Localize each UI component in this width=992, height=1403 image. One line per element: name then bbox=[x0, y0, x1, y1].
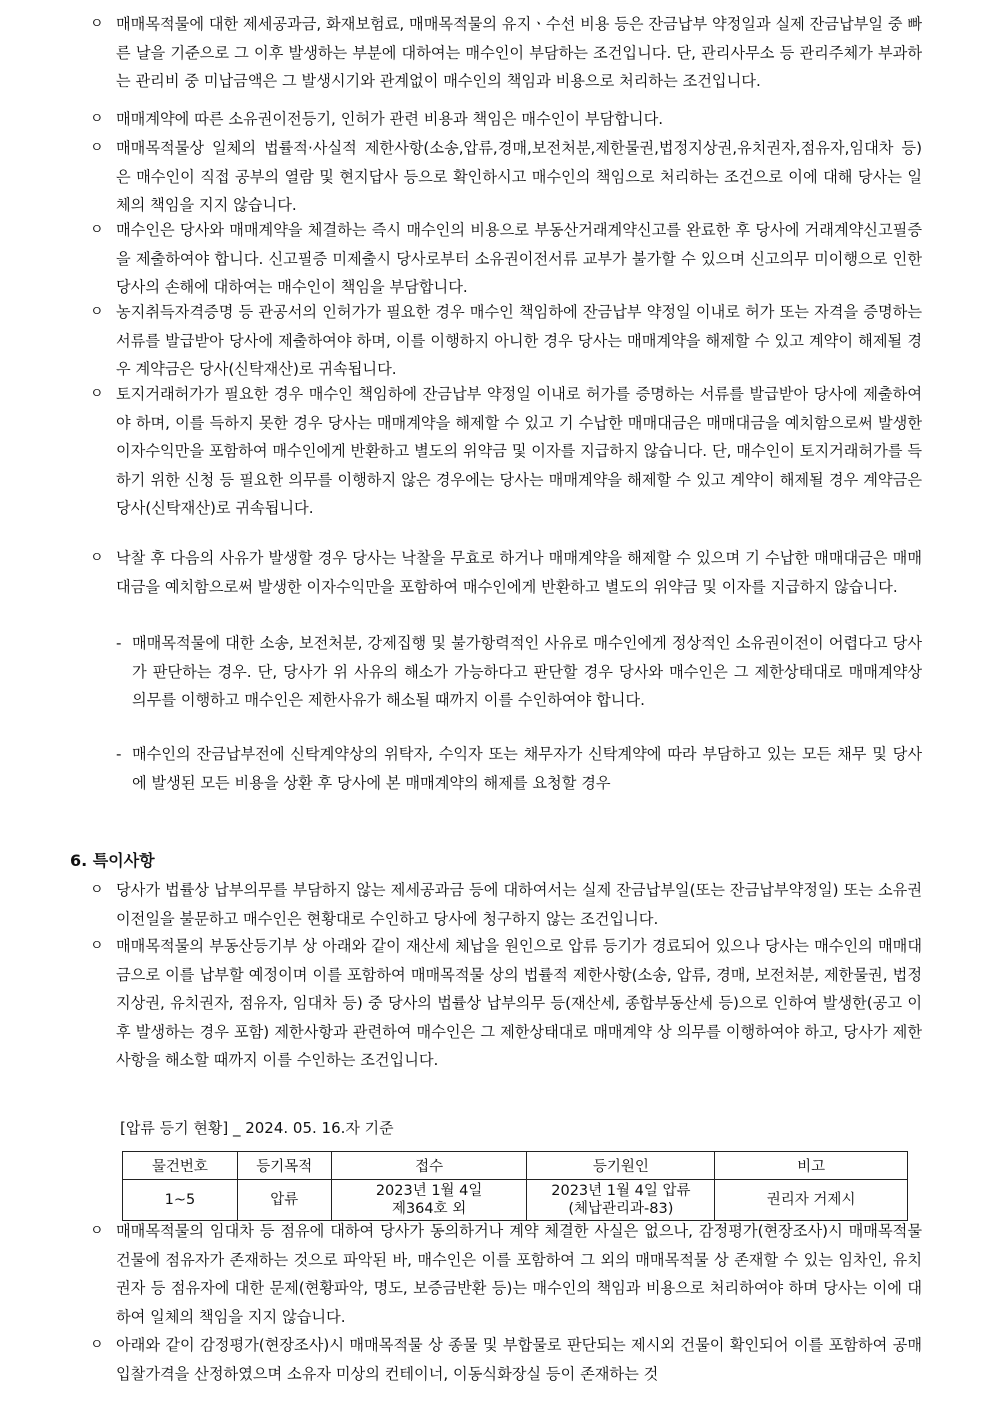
list-item-text: 토지거래허가가 필요한 경우 매수인 책임하에 잔금납부 약정일 이내로 허가를 증명하는 서류를 발급받아 당사에 제출하여야 하며, 이를 득하지 못한 경우 당사는 매매계약을 해제할 수 있고 기 수납한 매매대금은 매매대금을 예치함으로써 발생한 이자수익만을 포함하여 매수인에게 반환하고 별도의 위약금 및 이자를 지급하지 않습니다. 단, 매수인이 토지거래허가를 득하기 위한 신청 등 필요한 의무를 이행하지 않은 경우에는 당사는 매매계약을 해제할 수 있고 계약이 해제될 경우 계약금은 당사(신탁재산)로 귀속됩니다. bbox=[116, 385, 922, 518]
list-item-text: 낙찰 후 다음의 사유가 발생할 경우 당사는 낙찰을 무효로 하거나 매매계약을 해제할 수 있으며 기 수납한 매매대금은 매매대금을 예치함으로써 발생한 이자수익만을 포함하여 매수인에게 반환하고 별도의 위약금 및 이자를 지급하지 않습니다. bbox=[116, 549, 922, 596]
bullet-icon: ㅇ bbox=[90, 550, 104, 566]
cell-purpose: 압류 bbox=[237, 1180, 331, 1221]
list-item bbox=[92, 298, 922, 384]
table-header-row bbox=[123, 1152, 908, 1180]
list-item bbox=[92, 932, 922, 1075]
list-item-text: 매수인은 당사와 매매계약을 체결하는 즉시 매수인의 비용으로 부동산거래계약신고를 완료한 후 당사에 거래계약신고필증을 제출하여야 합니다. 신고필증 미제출시 당사로부터 소유권이전서류 교부가 불가할 수 있으며 신고의무 미이행으로 인한 당사의 손해에 대하여는 매수인이 책임을 부담합니다. bbox=[116, 221, 922, 297]
bullet-icon: ㅇ bbox=[90, 882, 104, 898]
bullet-icon: ㅇ bbox=[90, 1337, 104, 1353]
list-item-text: 아래와 같이 감정평가(현장조사)시 매매목적물 상 종물 및 부합물로 판단되는 제시외 건물이 확인되어 이를 포함하여 공매입찰가격을 산정하였으며 소유자 미상의 컨테이너, 이동식화장실 등이 존재하는 것 bbox=[116, 1336, 922, 1383]
section-heading: 6. 특이사항 bbox=[70, 851, 155, 870]
dash-icon: - bbox=[116, 745, 122, 763]
list-item-text: 매매목적물상 일체의 법률적·사실적 제한사항(소송,압류,경매,보전처분,제한물권,법정지상권,유치권자,점유자,임대차 등)은 매수인이 직접 공부의 열람 및 현지답사 등으로 확인하시고 매수인의 책임으로 처리하는 조건으로 이에 대해 당사는 일체의 책임을 지지 않습니다. bbox=[116, 139, 922, 215]
list-item-text: 매매계약에 따른 소유권이전등기, 인허가 관련 비용과 책임은 매수인이 부담합니다. bbox=[116, 110, 664, 128]
column-header: 등기목적 bbox=[237, 1152, 331, 1180]
column-header: 물건번호 bbox=[123, 1152, 238, 1180]
list-item-text: 매매목적물의 임대차 등 점유에 대하여 당사가 동의하거나 계약 체결한 사실은 없으나, 감정평가(현장조사)시 매매목적물 건물에 점유자가 존재하는 것으로 파악된 바, 매수인은 이를 포함하여 그 외의 매매목적물 상 존재할 수 있는 임차인, 유치권자 등 점유자에 대한 문제(현황파악, 명도, 보증금반환 등)는 매수인의 책임과 비용으로 처리하여야 하며 당사는 이에 대하여 일체의 책임을 지지 않습니다. bbox=[116, 1222, 922, 1326]
bullet-icon: ㅇ bbox=[90, 304, 104, 320]
list-item bbox=[92, 10, 922, 96]
bullet-icon: ㅇ bbox=[90, 111, 104, 127]
list-item-text: 당사가 법률상 납부의무를 부담하지 않는 제세공과금 등에 대하여서는 실제 잔금납부일(또는 잔금납부약정일) 또는 소유권이전일을 불문하고 매수인은 현황대로 수인하고 당사에 청구하지 않는 조건입니다. bbox=[116, 881, 922, 928]
list-item bbox=[92, 876, 922, 933]
list-item bbox=[92, 105, 922, 134]
list-item bbox=[92, 1331, 922, 1388]
list-item bbox=[92, 216, 922, 302]
column-header: 등기원인 bbox=[527, 1152, 715, 1180]
list-item bbox=[92, 1217, 922, 1331]
bullet-icon: ㅇ bbox=[90, 386, 104, 402]
cell-cause bbox=[527, 1180, 715, 1221]
bullet-icon: ㅇ bbox=[90, 140, 104, 156]
list-item-text: 농지취득자격증명 등 관공서의 인허가가 필요한 경우 매수인 책임하에 잔금납부 약정일 이내로 허가 또는 자격을 증명하는 서류를 발급받아 당사에 제출하여야 하며, 이를 이행하지 아니한 경우 당사는 매매계약을 해제할 수 있고 계약이 해제될 경우 계약금은 당사(신탁재산)로 귀속됩니다. bbox=[116, 303, 922, 379]
receipt-date: 2023년 1월 4일 bbox=[375, 1183, 483, 1199]
bullet-icon: ㅇ bbox=[90, 222, 104, 238]
cause-reference: (체납관리과-83) bbox=[568, 1201, 674, 1217]
cell-item-no: 1~5 bbox=[123, 1180, 238, 1221]
cell-note: 권리자 거제시 bbox=[715, 1180, 908, 1221]
dash-icon: - bbox=[116, 634, 122, 652]
bullet-icon: ㅇ bbox=[90, 16, 104, 32]
list-item-text: 매매목적물의 부동산등기부 상 아래와 같이 재산세 체납을 원인으로 압류 등기가 경료되어 있으나 당사는 매수인의 매매대금으로 이를 납부할 예정이며 이를 포함하여 매매목적물 상의 법률적 제한사항(소송, 압류, 경매, 보전처분, 제한물권, 법정지상권, 유치권자, 점유자, 임대차 등) 중 당사의 법률상 납부의무 등(재산세, 종합부동산세 등)으로 인하여 발생한(공고 이후 발생하는 경우 포함) 제한사항과 관련하여 매수인은 그 제한상태대로 매매계약 상 의무를 이행하여야 하고, 당사가 제한사항을 해소할 때까지 이를 수인하는 조건입니다. bbox=[116, 937, 922, 1070]
column-header: 접수 bbox=[331, 1152, 527, 1180]
list-item bbox=[92, 544, 922, 601]
sub-item-text: 매수인의 잔금납부전에 신탁계약상의 위탁자, 수익자 또는 채무자가 신탁계약에 따라 부담하고 있는 모든 채무 및 당사에 발생된 모든 비용을 상환 후 당사에 본 매매계약의 해제를 요청할 경우 bbox=[132, 745, 922, 792]
column-header: 비고 bbox=[715, 1152, 908, 1180]
sub-item-text: 매매목적물에 대한 소송, 보전처분, 강제집행 및 불가항력적인 사유로 매수인에게 정상적인 소유권이전이 어렵다고 당사가 판단하는 경우. 단, 당사가 위 사유의 해소가 가능하다고 판단할 경우 당사와 매수인은 그 제한상태대로 매매계약상 의무를 이행하고 매수인은 제한사유가 해소될 때까지 이를 수인하여야 합니다. bbox=[132, 634, 922, 710]
seizure-registry-table bbox=[122, 1151, 908, 1221]
bullet-icon: ㅇ bbox=[90, 938, 104, 954]
cause-date: 2023년 1월 4일 압류 bbox=[551, 1183, 691, 1199]
table-caption: [압류 등기 현황] _ 2024. 05. 16.자 기준 bbox=[120, 1119, 394, 1137]
list-item-text: 매매목적물에 대한 제세공과금, 화재보험료, 매매목적물의 유지ㆍ수선 비용 등은 잔금납부 약정일과 실제 잔금납부일 중 빠른 날을 기준으로 그 이후 발생하는 부분에 대하여는 매수인이 부담하는 조건입니다. 단, 관리사무소 등 관리주체가 부과하는 관리비 중 미납금액은 그 발생시기와 관계없이 매수인의 책임과 비용으로 처리하는 조건입니다. bbox=[116, 15, 922, 91]
cell-receipt bbox=[331, 1180, 527, 1221]
sub-list-item bbox=[116, 740, 922, 797]
list-item bbox=[92, 134, 922, 220]
bullet-icon: ㅇ bbox=[90, 1223, 104, 1239]
sub-list-item bbox=[116, 629, 922, 715]
list-item bbox=[92, 380, 922, 523]
table-row bbox=[123, 1180, 908, 1221]
receipt-number: 제364호 외 bbox=[391, 1201, 467, 1217]
